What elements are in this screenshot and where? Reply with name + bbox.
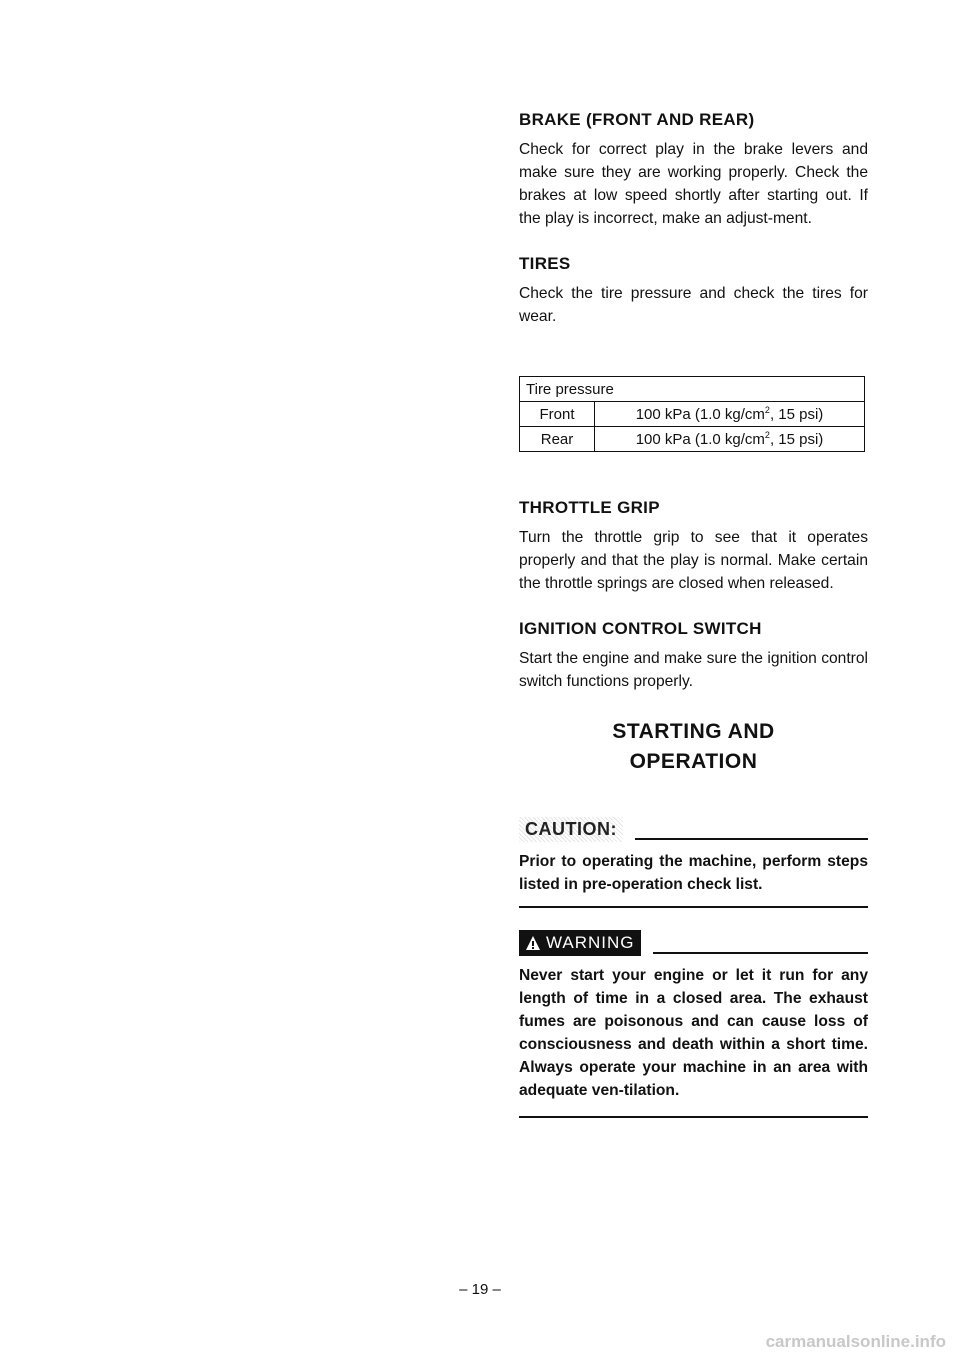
table-header-row: [520, 377, 865, 402]
caution-header: [519, 817, 868, 842]
brake-heading: BRAKE (FRONT AND REAR): [519, 110, 755, 129]
caution-text: Prior to operating the machine, perform steps listed in pre-operation check list.: [519, 853, 868, 893]
table-header: Tire pressure: [520, 377, 865, 402]
section-title: [519, 717, 868, 777]
page-number: – 19 –: [459, 1281, 501, 1298]
warning-badge: [519, 930, 641, 956]
warning-end-rule: [519, 1116, 868, 1118]
section-title-line1: STARTING AND: [612, 720, 775, 743]
warning-text: Never start your engine or let it run for any length of time in a closed area. The exhaust fumes are poisonous and can cause loss of consciousness and death within a short time. Always operate your machine in an area with adequate ven-tilation.: [519, 967, 868, 1099]
warning-rule: [653, 952, 868, 954]
warning-header: [519, 930, 868, 956]
row-value-rear: 100 kPa (1.0 $kg/cm^2$, 15 psi): [595, 427, 865, 452]
caution-label: CAUTION:: [519, 817, 623, 842]
row-value-front: 100 kPa (1.0 $kg/cm^2$, 15 psi): [595, 402, 865, 427]
table-row: [520, 427, 865, 452]
caution-rule: [635, 838, 868, 840]
warning-triangle-icon: [525, 935, 541, 951]
row-label-rear: Rear: [520, 427, 595, 452]
brake-section: [519, 108, 868, 230]
ignition-section: [519, 617, 868, 693]
ignition-body: Start the engine and make sure the ignition control switch functions properly.: [519, 650, 868, 690]
caution-end-rule: [519, 906, 868, 908]
throttle-heading: THROTTLE GRIP: [519, 498, 660, 517]
row-label-front: Front: [520, 402, 595, 427]
throttle-section: [519, 496, 868, 595]
watermark: carmanualsonline.info: [765, 1332, 946, 1351]
table-row: [520, 402, 865, 427]
warning-notice: [519, 930, 868, 1118]
page-content: [519, 108, 868, 1118]
caution-notice: [519, 817, 868, 908]
tires-body: Check the tire pressure and check the tires for wear.: [519, 285, 868, 325]
tire-pressure-table: [519, 376, 865, 452]
brake-body: Check for correct play in the brake levers and make sure they are working properly. Check the brakes at low speed shortly after starting out. If the play is incorrect, make an adjust-ment.: [519, 141, 868, 227]
tires-heading: TIRES: [519, 254, 571, 273]
throttle-body: Turn the throttle grip to see that it operates properly and that the play is normal. Make certain the throttle springs are closed when released.: [519, 529, 868, 592]
warning-label: WARNING: [546, 933, 635, 952]
section-title-line2: OPERATION: [629, 750, 758, 773]
tires-section: [519, 252, 868, 328]
ignition-heading: IGNITION CONTROL SWITCH: [519, 619, 762, 638]
